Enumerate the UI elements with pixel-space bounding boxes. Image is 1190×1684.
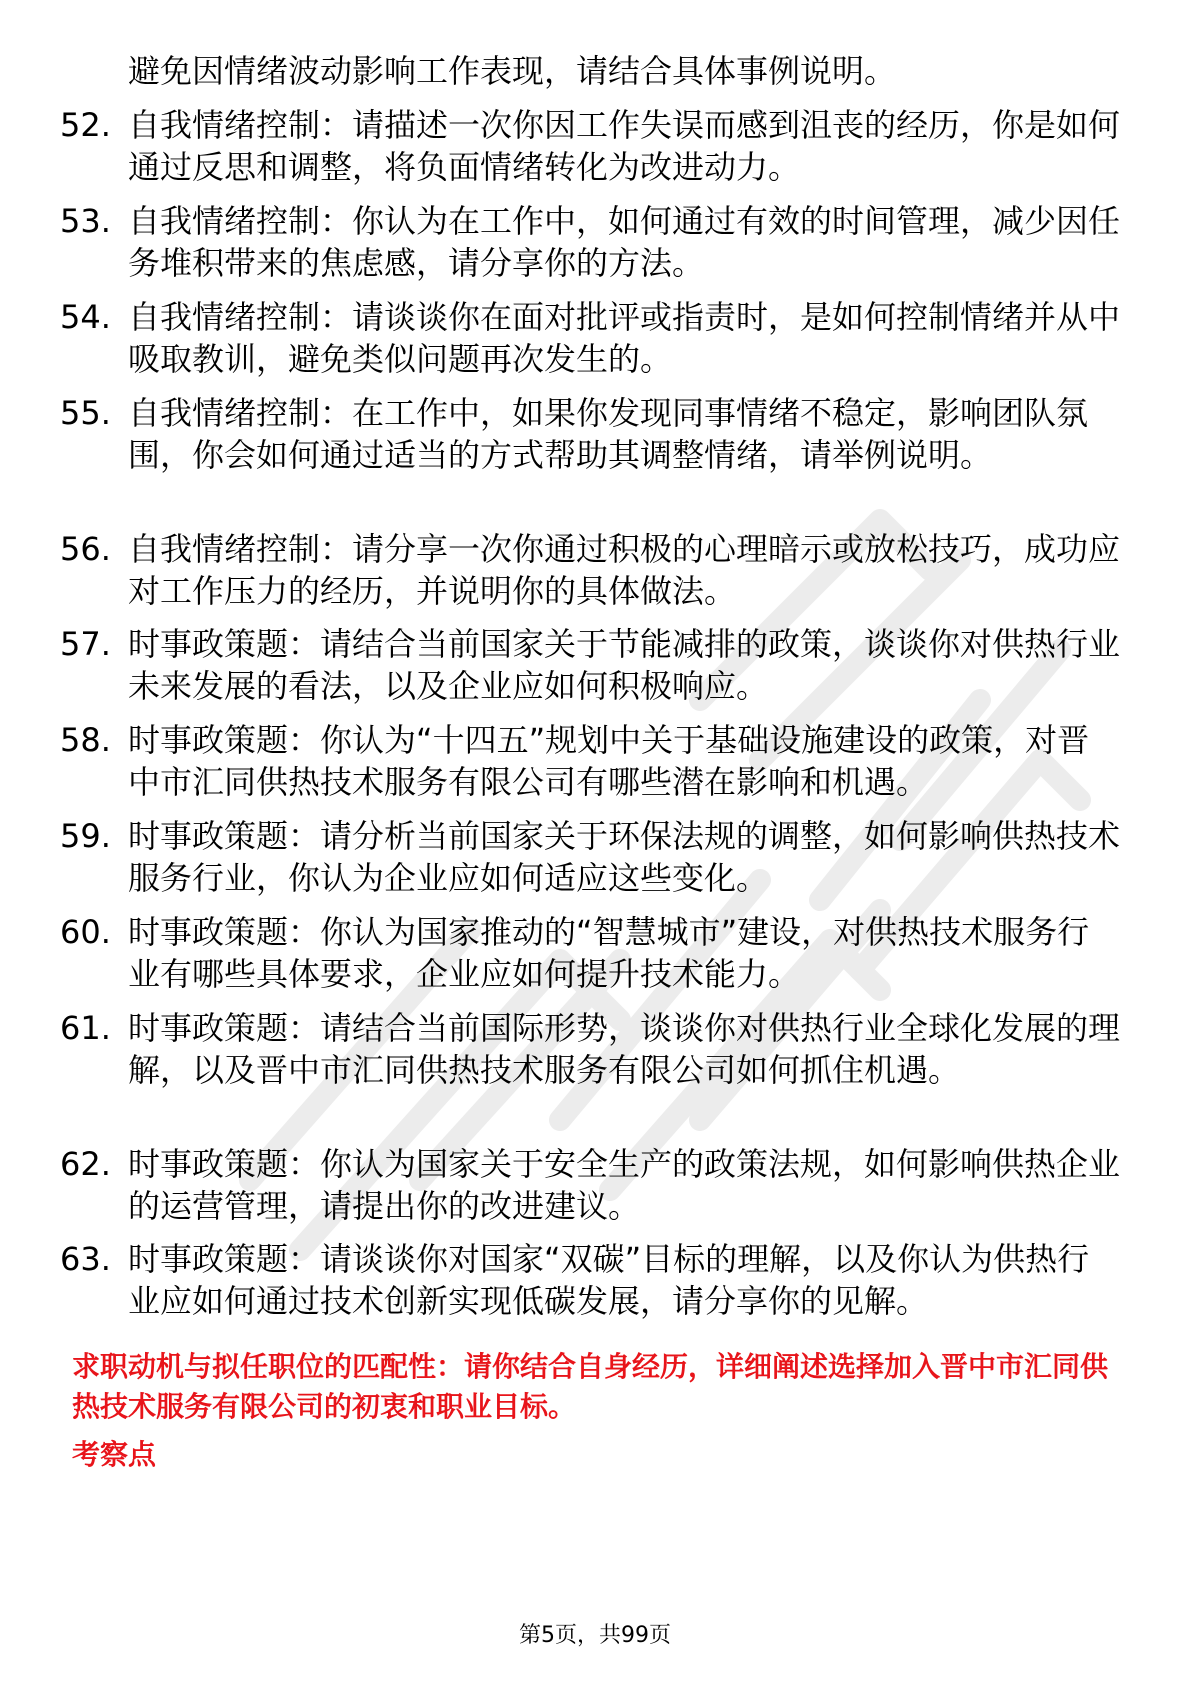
highlight-question: 求职动机与拟任职位的匹配性：请你结合自身经历，详细阐述选择加入晋中市汇同供热技术服务有限公司的初衷和职业目标。: [72, 1350, 1109, 1423]
question-item: [60, 104, 1120, 188]
question-number: 60.: [60, 913, 111, 951]
question-number: 56.: [60, 530, 111, 568]
question-text: 自我情绪控制：请描述一次你因工作失误而感到沮丧的经历，你是如何通过反思和调整，将负面情绪转化为改进动力。: [128, 106, 1121, 186]
question-text: 自我情绪控制：在工作中，如果你发现同事情绪不稳定，影响团队氛围，你会如何通过适当的方式帮助其调整情绪，请举例说明。: [128, 394, 1089, 474]
question-text: 时事政策题：请结合当前国际形势，谈谈你对供热行业全球化发展的理解，以及晋中市汇同供热技术服务有限公司如何抓住机遇。: [128, 1009, 1121, 1089]
question-text: 自我情绪控制：请分享一次你通过积极的心理暗示或放松技巧，成功应对工作压力的经历，并说明你的具体做法。: [128, 530, 1121, 610]
page-footer: 第5页，共99页: [519, 1623, 671, 1648]
question-number: 58.: [60, 721, 111, 759]
question-item: [60, 719, 1120, 803]
question-text: 自我情绪控制：请谈谈你在面对批评或指责时，是如何控制情绪并从中吸取教训，避免类似问题再次发生的。: [128, 298, 1121, 378]
question-number: 59.: [60, 817, 111, 855]
question-number: 54.: [60, 298, 111, 336]
question-item: [60, 1238, 1120, 1322]
question-item: [60, 1007, 1120, 1091]
question-text: 时事政策题：请谈谈你对国家“双碳”目标的理解，以及你认为供热行业应如何通过技术创新实现低碳发展，请分享你的见解。: [128, 1240, 1090, 1320]
question-text: 时事政策题：你认为“十四五”规划中关于基础设施建设的政策，对晋中市汇同供热技术服务有限公司有哪些潜在影响和机遇。: [128, 721, 1090, 801]
question-item: [60, 200, 1120, 284]
highlight-label: 考察点: [72, 1438, 157, 1471]
question-number: 57.: [60, 625, 111, 663]
question-text: 时事政策题：你认为国家关于安全生产的政策法规，如何影响供热企业的运营管理，请提出你的改进建议。: [128, 1145, 1121, 1225]
question-text: 时事政策题：请结合当前国家关于节能减排的政策，谈谈你对供热行业未来发展的看法，以及企业应如何积极响应。: [128, 625, 1121, 705]
question-number: 55.: [60, 394, 111, 432]
question-item: [60, 528, 1120, 612]
question-text: 自我情绪控制：你认为在工作中，如何通过有效的时间管理，减少因任务堆积带来的焦虑感，请分享你的方法。: [128, 202, 1121, 282]
question-text: 时事政策题：你认为国家推动的“智慧城市”建设，对供热技术服务行业有哪些具体要求，企业应如何提升技术能力。: [128, 913, 1090, 993]
question-item: [60, 623, 1120, 707]
question-number: 61.: [60, 1009, 111, 1047]
question-item: [60, 296, 1120, 380]
question-number: 53.: [60, 202, 111, 240]
question-number: 63.: [60, 1240, 111, 1278]
question-item: [60, 815, 1120, 899]
question-number: 62.: [60, 1145, 111, 1183]
question-text: 时事政策题：请分析当前国家关于环保法规的调整，如何影响供热技术服务行业，你认为企业应如何适应这些变化。: [128, 817, 1121, 897]
continuation-text: 避免因情绪波动影响工作表现，请结合具体事例说明。: [128, 52, 897, 90]
question-number: 52.: [60, 106, 111, 144]
question-item: [60, 392, 1120, 476]
question-item: [60, 1143, 1120, 1227]
question-item: [60, 911, 1120, 995]
